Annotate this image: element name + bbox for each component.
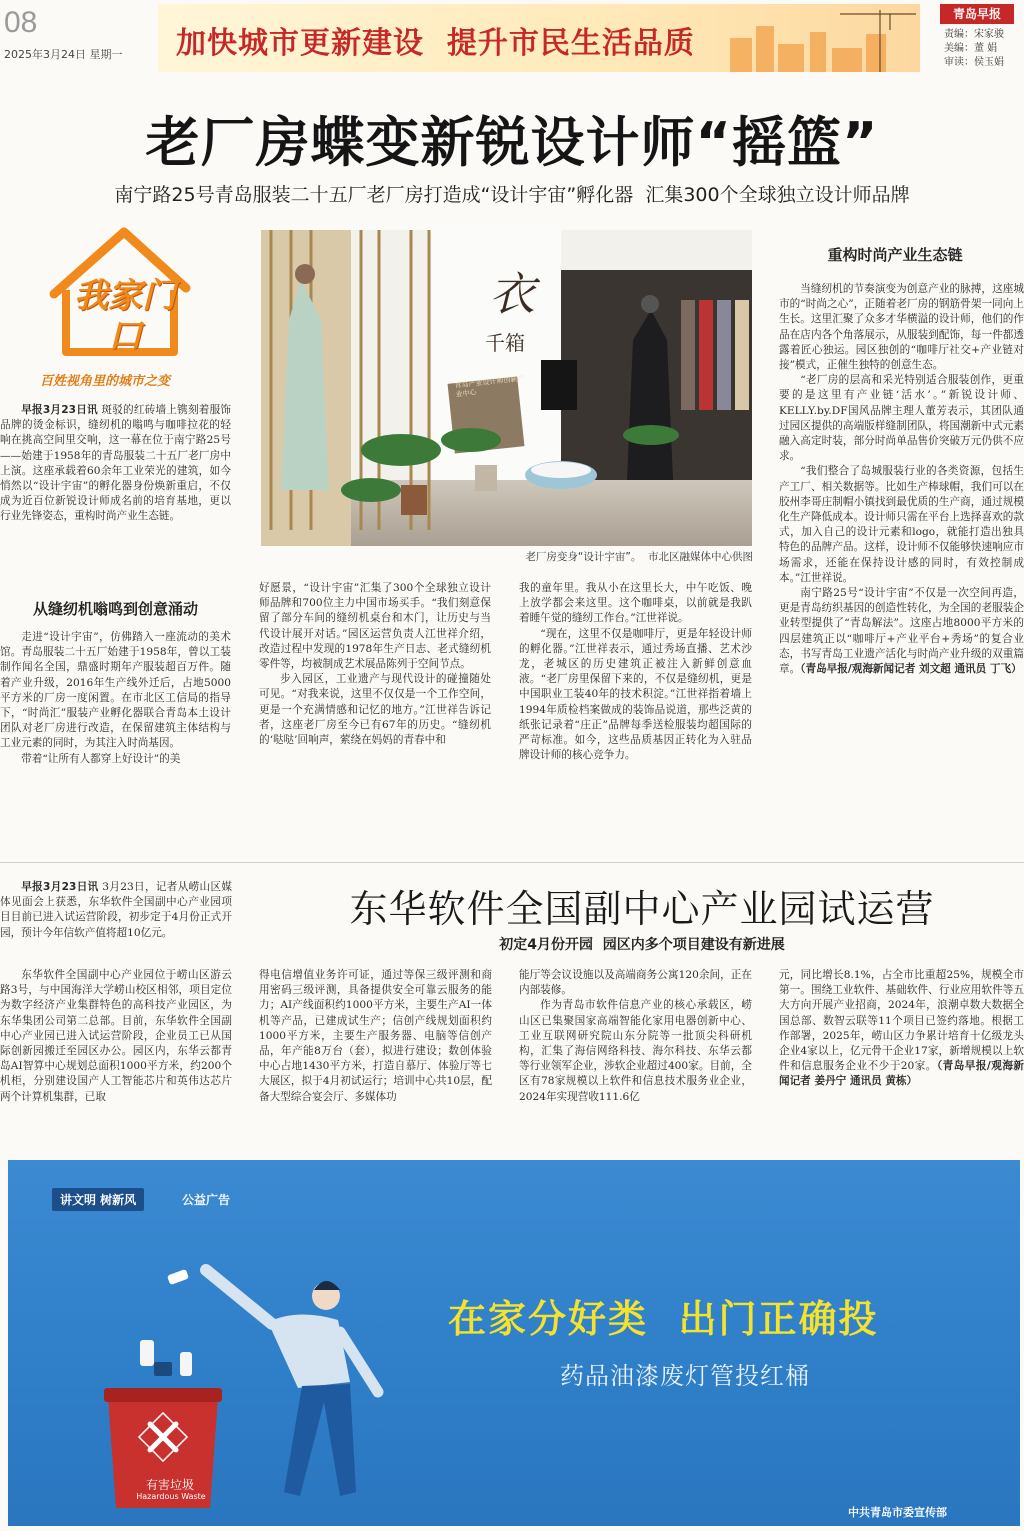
article2-paragraph: 东华软件全国副中心产业园位于崂山区游云路3号，与中国海洋大学崂山校区相邻，项目定位为数字经济产业集群特色的高科技产业园区，为东华集团公司第二总部。目前，东华软件全国副中心产业园已进入试运营阶段，企业员工已从国际创新园搬迁至园区办公。园区内，东华云都青岛AI智算中心规划总面积1000平方米，约200个机柜，分别建设国产人工智能芯片和英伟达芯片两个计算机集群，已取	[0, 969, 232, 1103]
issue-date: 2025年3月24日 星期一	[4, 48, 123, 61]
ad-subslogan: 药品油漆废灯管投红桶	[560, 1362, 810, 1390]
article1-subheading-1: 从缝纫机嗡鸣到创意涌动	[32, 600, 198, 618]
ad-illustration	[88, 1212, 448, 1512]
section-divider	[0, 862, 1024, 863]
article2-paragraph: 得电信增值业务许可证，通过等保三级评测和商用密码三级评测，具备提供安全可靠云服务的能力；AI产线面积约1000平方米，主要生产AI一体机等产品，已建成试生产；信创产线规划面积约1000平方米，主要生产服务器、电脑等信创产品，年产能8万台（套），拟进行建设；数创体验中心占地1430平方米，打造自慕厅、体验厅等七大展区，拟于4月初试运行；培训中心共10层，配备大型综合宴会厅、多媒体功	[259, 969, 492, 1103]
ad-sponsor: 中共青岛市委宣传部	[848, 1506, 947, 1519]
article2-headline: 东华软件全国副中心产业园试运营	[349, 887, 935, 931]
article2-paragraph: 3月23日，记者从崂山区媒体见面会上获悉，东华软件全国副中心产业园项目目前已进入试运营阶段，初步定于4月份正式开园，预计今年信软产值将超10亿元。	[0, 881, 232, 939]
photo-caption: 老厂房变身“设计宇宙”。 市北区融媒体中心供图	[525, 551, 753, 563]
bin-label-cn: 有害垃圾	[145, 1478, 194, 1492]
article2-paragraph: 元，同比增长8.1%，占全市比重超25%，规模全市第一。围绕工业软件、基础软件、行业应用软件等五大方向开展产业招商，2024年，浪潮卓数大数据全国总部、数智云联等11个项目已签约落地。根据工作部署，2025年，崂山区力争累计培育十亿级龙头企业4家以上，亿元骨干企业17家，新增规模以上软件和信息服务企业不少于20家。（青岛早报/观海新闻记者 姜丹宁 通讯员 黄栋）	[779, 969, 1024, 1088]
article2-column1-top	[0, 880, 232, 970]
article2-subheadline: 初定4月份开园 园区内多个项目建设有新进展	[499, 937, 785, 953]
public-service-ad	[8, 1160, 1020, 1526]
article1-paragraph: 南宁路25号“设计宇宙”不仅是一次空间再造，更是青岛纺织基因的创造性转化，为全国的老服装企业转型提供了“青岛解法”。这座占地8000平方米的四层建筑正以“咖啡厅+产业平台+秀场”的复合业态，书写青岛工业遗产活化与时尚产业升级的双重篇章。（青岛早报/观海新闻记者 刘文超 通讯员 丁飞）	[779, 587, 1024, 676]
article1-paragraph: “我们整合了岛城服装行业的各类资源，包括生产工厂、相关数据等。比如生产棒球帽，我们可以在胶州李哥庄制帽小镇找到最优质的生产商，通过规模化生产降低成本。设计师只需在平台上选择喜欢的款式，加入自己的设计元素和logo，就能打造出独具特色的品牌产品。这样，设计师不仅能够快速响应市场需求，还能在保持设计感的同时，有效控制成本。”江世祥说。	[779, 465, 1024, 584]
svg-text:衣: 衣	[489, 267, 535, 321]
article1-paragraph: 斑驳的红砖墙上镌刻着服饰品牌的烫金标识，缝纫机的嗡鸣与咖啡拉花的轻响在挑高空间里交响，这一幕在位于南宁路25号——始建于1958年的青岛服装二十五厂老厂房中上演。这座承载着60余年工业荣光的建筑，如今悄然以“设计宇宙”的孵化器身份焕新重启，不仅成为近百位新锐设计师成名前的培育基地，更以行业先锋姿态，重构时尚产业生态链。	[0, 404, 231, 523]
article1-subheadline: 南宁路25号青岛服装二十五厂老厂房打造成“设计宇宙”孵化器 汇集300个全球独立设计师品牌	[114, 184, 910, 206]
article1-paragraph: 步入园区，工业遗产与现代设计的碰撞随处可见。“对我来说，这里不仅仅是一个工作空间，更是一个充满情感和记忆的地方。”江世祥告诉记者，这座老厂房至今已有67年的历史。“缝纫机的‘哒哒’回响声，萦绕在妈妈的青春中和	[259, 673, 491, 747]
article1-paragraph: 好愿景，“设计宇宙”汇集了300个全球独立设计师品牌和700位主力中国市场买手。“我们刻意保留了部分车间的缝纫机桌台和木门，让历史与当代设计展开对话。”园区运营负责人江世祥介绍，改造过程中发现的1978年生产日志、老式缝纫机零件等，均被制成艺术展品陈列于空间节点。	[259, 582, 491, 671]
article1-paragraph: 带着“让所有人都穿上好设计”的美	[21, 752, 181, 765]
credit-art: 美编：董 娟	[944, 43, 998, 54]
article1-paragraph: 当缝纫机的节奏演变为创意产业的脉搏，这座城市的“时尚之心”，正随着老厂房的钢筋骨架一同向上生长。这里汇聚了众多才华横溢的设计师，他们的作品在店内各个角落展示，从服装到配饰，每一件都透露着匠心独运。园区独创的“咖啡厅社交+产业链对接”模式，正催生独特的创意生态。	[779, 283, 1024, 372]
article2-paragraph: 作为青岛市软件信息产业的核心承载区，崂山区已集聚国家高端智能化家用电器创新中心、工业互联网研究院山东分院等一批顶尖科研机构，汇集了海信网络科技、海尔科技、东华云都等行业领军企业，涉软企业超过400家。目前，全区有78家规模以上软件和信息技术服务业企业，2024年实现营收111.6亿	[519, 999, 752, 1103]
article2-column3	[519, 968, 752, 1144]
ad-tag-public: 公益广告	[182, 1193, 231, 1207]
article2-byline: （青岛早报/观海新闻记者 姜丹宁 通讯员 黄栋）	[779, 1060, 1024, 1088]
article1-column1	[0, 403, 231, 581]
article2-column2	[259, 968, 492, 1144]
article2-column4	[779, 968, 1024, 1144]
page-number: 08	[4, 6, 38, 39]
credit-reviewer: 审读：侯玉娟	[944, 57, 1004, 68]
credit-editor: 责编：宋家骏	[944, 29, 1004, 40]
article1-subheading-2: 重构时尚产业生态链	[827, 246, 963, 264]
editor-credits	[944, 28, 1004, 70]
article1-column1-cont	[0, 630, 231, 828]
ad-slogan: 在家分好类 出门正确投	[448, 1297, 879, 1341]
article1-dateline: 早报3月23日讯	[21, 404, 98, 416]
article1-paragraph: “现在，这里不仅是咖啡厅，更是年轻设计师的孵化器。”江世祥表示，通过秀场直播、艺术沙龙，老城区的历史建筑正被注入新鲜创意血液。“老厂房里保留下来的，不仅是缝纫机，更是中国职业工装40年的技术积淀。”江世祥指着墙上1994年质检档案做成的装饰品说道，那些泛黄的纸张记录着“庄正”品牌每季送检服装均超国际的严苛标准。如今，这些品质基因正转化为入驻品牌设计师的核心竞争力。	[519, 627, 752, 762]
banner-skyline	[720, 4, 920, 72]
banner-title: 加快城市更新建设 提升市民生活品质	[176, 26, 695, 61]
article2-dateline: 早报3月23日讯	[21, 881, 99, 893]
paper-logo: 青岛早报	[940, 4, 1014, 24]
article1-byline: （青岛早报/观海新闻记者 刘文超 通讯员 丁飞）	[800, 663, 1022, 676]
article1-paragraph: “老厂房的层高和采光特别适合服装创作，更重要的是这里有产业链‘活水’。”新锐设计师、KELLY.by.DF国风品牌主理人董芳表示，其团队通过园区提供的高端版样缝制团队，将国潮新中式元素融入高定时装，部分时尚单品售价突破万元仍供不应求。	[779, 374, 1024, 463]
column-slogan: 百姓视角里的城市之变	[40, 374, 171, 389]
article1-paragraph: 走进“设计宇宙”，仿佛踏入一座流动的美术馆。青岛服装二十五厂始建于1958年，曾以工装制作闻名全国，鼎盛时期年产服装超百万件。随着产业升级，2016年生产线外迁后，占地5000平方米的厂房一度闲置。在市北区工信局的指导下，“时尚汇”服装产业孵化器联合青岛本土设计团队对老厂房进行改造，在保留建筑主体结构与工业元素的同时，为其注入时尚基因。	[0, 631, 231, 750]
article1-column2	[259, 581, 491, 828]
article2-column1	[0, 968, 232, 1144]
photo-sign-text: 青岛产业设计师创新产业中心	[454, 374, 525, 399]
article1-column3	[519, 581, 752, 828]
article1-paragraph: 我的童年里。我从小在这里长大，中午吃饭、晚上放学都会来这里。这个咖啡桌，以前就是我趴着睡午觉的缝纫工作台。”江世祥说。	[519, 582, 752, 625]
article2-paragraph: 能厅等会议设施以及高端商务公寓120余间，正在内部装修。	[519, 969, 752, 997]
article1-column4	[779, 282, 1024, 828]
bin-label-en: Hazardous Waste	[136, 1492, 206, 1501]
ad-tag-civility: 讲文明 树新风	[52, 1188, 144, 1211]
article1-headline: 老厂房蝶变新锐设计师“摇篮”	[145, 111, 879, 174]
svg-text:千箱: 千箱	[485, 331, 525, 355]
column-logo-text: 我家门口	[74, 276, 176, 356]
